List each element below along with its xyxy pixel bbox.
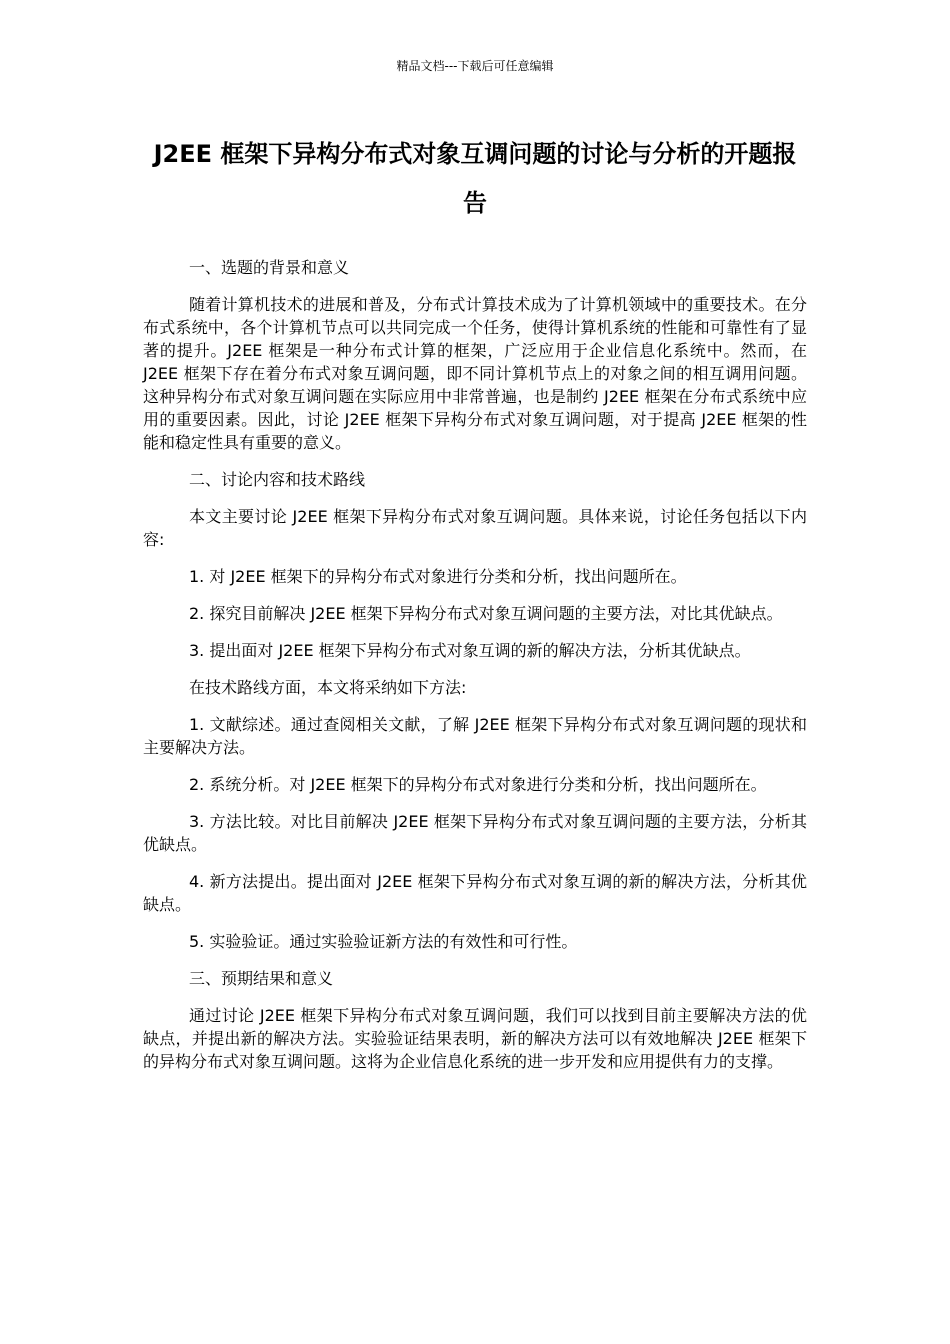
paragraph-content-intro: 本文主要讨论 J2EE 框架下异构分布式对象互调问题。具体来说，讨论任务包括以下内容: [143, 507, 807, 549]
document-body [143, 256, 807, 1087]
section-heading-background: 一、选题的背景和意义 [189, 258, 350, 277]
paragraph-results: 通过讨论 J2EE 框架下异构分布式对象互调问题，我们可以找到目前主要解决方法的优缺点，并提出新的解决方法。实验验证结果表明，新的解决方法可以有效地解决 J2EE 框架下的异构分布式对象互调问题。这将为企业信息化系统的进一步开发和应用提供有力的支撑。 [143, 1006, 807, 1071]
list-item-task-1: 1. 对 J2EE 框架下的异构分布式对象进行分类和分析，找出问题所在。 [189, 567, 687, 586]
section-heading-content: 二、讨论内容和技术路线 [189, 470, 366, 489]
list-item-method-5: 5. 实验验证。通过实验验证新方法的有效性和可行性。 [189, 932, 578, 951]
list-item-method-1: 1. 文献综述。通过查阅相关文献，了解 J2EE 框架下异构分布式对象互调问题的现状和主要解决方法。 [143, 715, 807, 757]
document-title: J2EE 框架下异构分布式对象互调问题的讨论与分析的开题报告 [153, 140, 797, 217]
list-item-task-2: 2. 探究目前解决 J2EE 框架下异构分布式对象互调问题的主要方法，对比其优缺点。 [189, 604, 783, 623]
list-item-method-4: 4. 新方法提出。提出面对 J2EE 框架下异构分布式对象互调的新的解决方法，分析其优缺点。 [143, 872, 807, 914]
list-item-method-2: 2. 系统分析。对 J2EE 框架下的异构分布式对象进行分类和分析，找出问题所在。 [189, 775, 767, 794]
list-item-method-3: 3. 方法比较。对比目前解决 J2EE 框架下异构分布式对象互调问题的主要方法，分析其优缺点。 [143, 812, 807, 854]
paragraph-method-intro: 在技术路线方面，本文将采纳如下方法: [189, 678, 467, 697]
header-note: 精品文档---下载后可任意编辑 [396, 59, 554, 73]
paragraph-background: 随着计算机技术的进展和普及，分布式计算技术成为了计算机领域中的重要技术。在分布式系统中，各个计算机节点可以共同完成一个任务，使得计算机系统的性能和可靠性有了显著的提升。J2EE 框架是一种分布式计算的框架，广泛应用于企业信息化系统中。然而，在 J2EE 框架下存在着分布式对象互调问题，即不同计算机节点上的对象之间的相互调用问题。这种异构分布式对象互调问题在实际应用中非常普遍，也是制约 J2EE 框架在分布式系统中应用的重要因素。因此，讨论 J2EE 框架下异构分布式对象互调问题，对于提高 J2EE 框架的性能和稳定性具有重要的意义。 [143, 295, 807, 452]
section-heading-results: 三、预期结果和意义 [189, 969, 334, 988]
list-item-task-3: 3. 提出面对 J2EE 框架下异构分布式对象互调的新的解决方法，分析其优缺点。 [189, 641, 751, 660]
